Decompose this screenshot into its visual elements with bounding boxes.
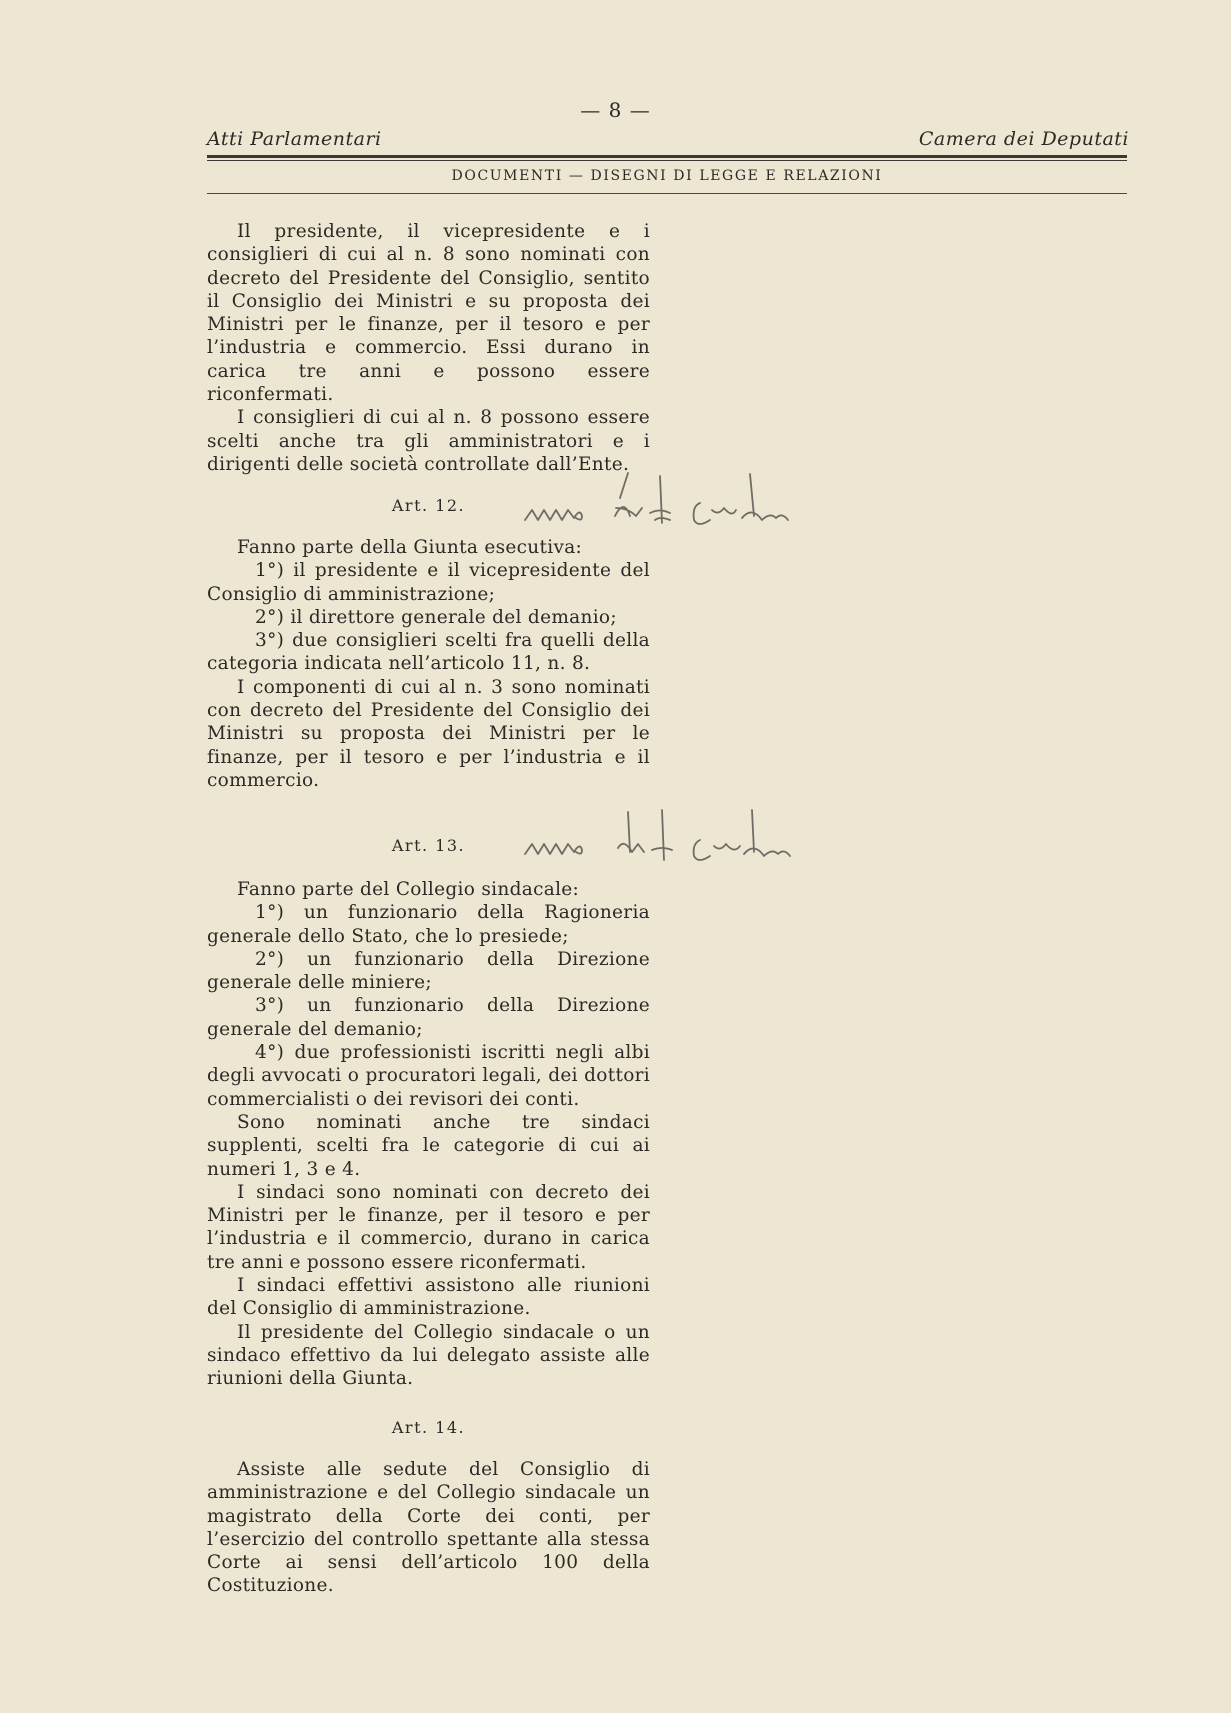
header-left: Atti Parlamentari (207, 128, 382, 150)
list-item: 2°) il direttore generale del demanio; (255, 606, 617, 628)
article-12-body (207, 536, 650, 792)
section-title: DOCUMENTI — DISEGNI DI LEGGE E RELAZIONI (451, 168, 883, 184)
article-13-body (207, 878, 650, 1391)
paragraph: Il presidente, il vicepresidente e i consiglieri di cui al n. 8 sono nominati con decreto del Presidente del Consiglio, sentito il Consiglio dei Ministri e su proposta dei Ministri per le finanze, per il tesoro e per l’industria e commercio. Essi durano in carica tre anni e possono essere riconfermati. (207, 221, 650, 406)
header-right: Camera dei Deputati (918, 128, 1129, 150)
page-number: — 8 — (580, 98, 651, 122)
list-item: 3°) due consiglieri scelti fra quelli della categoria indicata nell’articolo 11, n. 8. (207, 630, 650, 675)
handwritten-annotation (520, 468, 810, 538)
list-item: 2°) un funzionario della Direzione generale delle miniere; (207, 948, 650, 994)
paragraph: Fanno parte del Collegio sindacale: (237, 879, 580, 900)
article-heading: Art. 14. (391, 1418, 466, 1437)
paragraph: Assiste alle sedute del Consiglio di amministrazione e del Collegio sindacale un magistrato della Corte dei conti, per l’esercizio del controllo spettante alla stessa Corte ai sensi dell’articolo 100 della Costituzione. (207, 1459, 650, 1597)
list-item: 1°) un funzionario della Ragioneria generale dello Stato, che lo presiede; (207, 902, 650, 947)
handwritten-annotation (520, 802, 810, 872)
paragraph: I componenti di cui al n. 3 sono nominati con decreto del Presidente del Consiglio dei Ministri su proposta dei Ministri per le finanze, per il tesoro e per l’industria e il commercio. (207, 676, 650, 791)
paragraph: I sindaci effettivi assistono alle riunioni del Consiglio di amministrazione. (207, 1275, 650, 1320)
article-14-body (207, 1458, 650, 1598)
paragraph: I consiglieri di cui al n. 8 possono essere scelti anche tra gli amministratori e i dirigenti delle società controllate dall’Ente. (207, 407, 650, 475)
section-rule (207, 193, 1127, 194)
list-item: 3°) un funzionario della Direzione generale del demanio; (207, 995, 650, 1040)
paragraph: Il presidente del Collegio sindacale o un sindaco effettivo da lui delegato assiste alle riunioni della Giunta. (207, 1321, 650, 1390)
paragraph: I sindaci sono nominati con decreto dei Ministri per le finanze, per il tesoro e per l’industria e il commercio, durano in carica tre anni e possono essere riconfermati. (207, 1181, 650, 1273)
list-item: 4°) due professionisti iscritti negli albi degli avvocati o procuratori legali, dei dottori commercialisti o dei revisori dei conti. (207, 1042, 650, 1110)
list-item: 1°) il presidente e il vicepresidente del Consiglio di amministrazione; (207, 560, 650, 605)
article-heading: Art. 12. (391, 496, 466, 515)
article-heading: Art. 13. (391, 836, 466, 855)
paragraph: Fanno parte della Giunta esecutiva: (237, 537, 583, 558)
paragraph: Sono nominati anche tre sindaci supplenti, scelti fra le categorie di cui ai numeri 1, 3 e 4. (207, 1111, 650, 1180)
intro-block (207, 220, 650, 476)
header-rule (207, 155, 1127, 161)
